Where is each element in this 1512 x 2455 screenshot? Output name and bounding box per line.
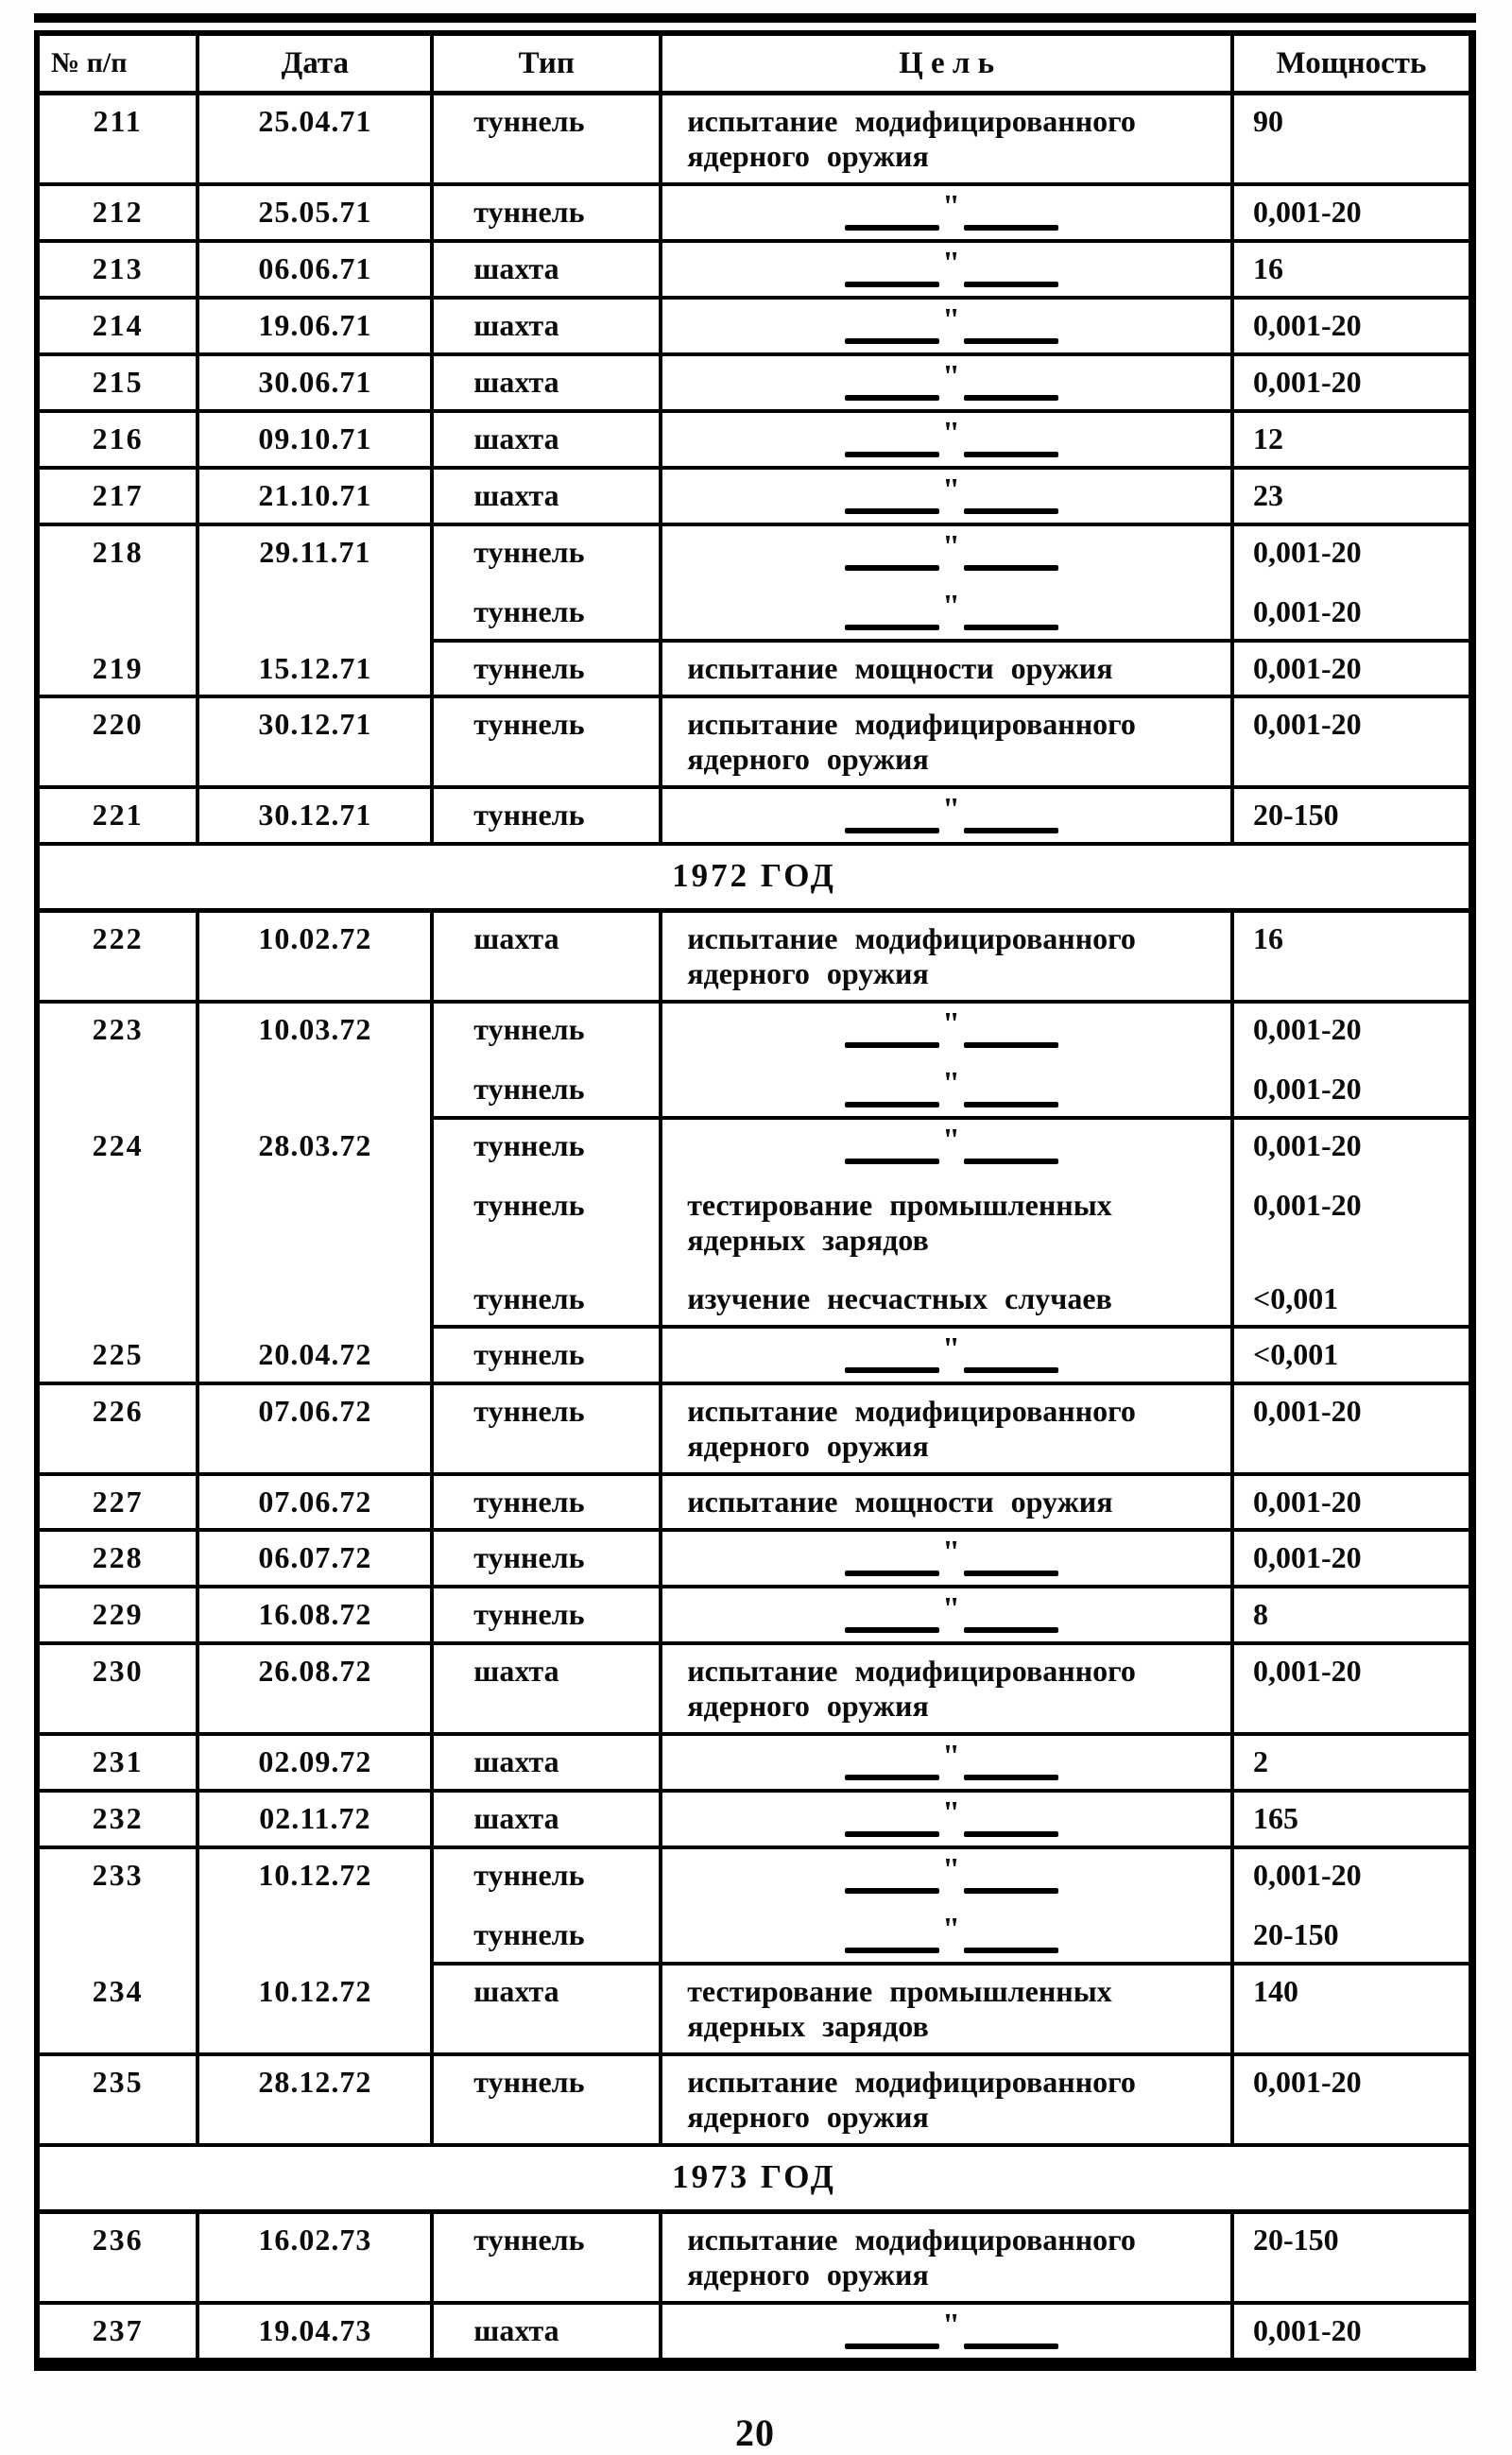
- table-row: [40, 413, 1469, 470]
- table-row: [40, 356, 1469, 413]
- ditto-mark: [687, 189, 1215, 231]
- col-header-yield: Мощность: [1234, 36, 1469, 95]
- page-number: 20: [735, 2412, 775, 2454]
- cell-yield: 12: [1234, 413, 1469, 470]
- cell-test-number: 229: [40, 1588, 199, 1645]
- ditto-underline: [687, 625, 1215, 630]
- cell-yield: 0,001-20: [1234, 2305, 1469, 2361]
- ditto-quote: ": [942, 1006, 961, 1041]
- cell-date: 20.04.72: [199, 1329, 434, 1385]
- table-row: [40, 526, 1469, 579]
- ditto-underline: [687, 225, 1215, 231]
- cell-purpose-ditto: [662, 579, 1234, 643]
- ditto-mark: [687, 2308, 1215, 2349]
- cell-test-number: 231: [40, 1736, 199, 1793]
- year-section-row: [40, 846, 1469, 913]
- cell-type: туннель: [434, 1329, 662, 1385]
- cell-yield: <0,001: [1234, 1329, 1469, 1385]
- table-row: [40, 2056, 1469, 2147]
- cell-yield: 20-150: [1234, 789, 1469, 846]
- cell-test-number: 234: [40, 1966, 199, 2056]
- ditto-underline: [687, 282, 1215, 287]
- ditto-underline: [687, 1948, 1215, 1953]
- table-row: [40, 1120, 1469, 1173]
- ditto-quote: ": [942, 189, 961, 224]
- table-row: [40, 698, 1469, 789]
- cell-purpose-ditto: [662, 526, 1234, 579]
- cell-test-number: 217: [40, 470, 199, 526]
- table-row: [40, 1532, 1469, 1588]
- cell-date: 10.03.72: [199, 1004, 434, 1120]
- ditto-underline: [687, 1102, 1215, 1107]
- cell-yield: 23: [1234, 470, 1469, 526]
- ditto-mark: [687, 246, 1215, 287]
- table-row: [40, 2214, 1469, 2305]
- ditto-underline: [687, 1042, 1215, 1048]
- cell-purpose-ditto: [662, 1329, 1234, 1385]
- ditto-quote: ": [942, 359, 961, 394]
- cell-yield: 16: [1234, 913, 1469, 1004]
- ditto-quote: ": [942, 246, 961, 281]
- year-section-row: [40, 2147, 1469, 2214]
- year-section-label: 1972 ГОД: [40, 846, 1469, 913]
- ditto-quote: ": [942, 792, 961, 827]
- table-row: [40, 186, 1469, 243]
- cell-yield: 20-150: [1234, 2214, 1469, 2305]
- ditto-mark: [687, 1795, 1215, 1837]
- cell-yield: <0,001: [1234, 1266, 1469, 1329]
- ditto-underline: [687, 565, 1215, 571]
- ditto-underline: [687, 1367, 1215, 1373]
- cell-purpose: испытание модифицированного ядерного оружия: [662, 913, 1234, 1004]
- cell-purpose-ditto: [662, 1056, 1234, 1120]
- cell-type: туннель: [434, 1266, 662, 1329]
- cell-yield: 90: [1234, 95, 1469, 186]
- cell-test-number: 216: [40, 413, 199, 470]
- cell-purpose: испытание модифицированного ядерного оружия: [662, 1645, 1234, 1736]
- cell-date: 10.02.72: [199, 913, 434, 1004]
- cell-test-number: 225: [40, 1329, 199, 1385]
- ditto-quote: ": [942, 1535, 961, 1570]
- cell-purpose-ditto: [662, 1793, 1234, 1849]
- table-row: [40, 1849, 1469, 1902]
- ditto-underline: [687, 1831, 1215, 1837]
- cell-date: 02.11.72: [199, 1793, 434, 1849]
- cell-type: туннель: [434, 579, 662, 643]
- cell-test-number: 235: [40, 2056, 199, 2147]
- cell-purpose: испытание модифицированного ядерного оружия: [662, 95, 1234, 186]
- top-rule: [34, 13, 1476, 23]
- cell-test-number: 213: [40, 243, 199, 300]
- cell-date: 29.11.71: [199, 526, 434, 643]
- ditto-quote: ": [942, 1331, 961, 1366]
- cell-yield: 0,001-20: [1234, 1385, 1469, 1476]
- cell-type: шахта: [434, 2305, 662, 2361]
- table-row: [40, 1736, 1469, 1793]
- table-row: [40, 2305, 1469, 2361]
- cell-purpose-ditto: [662, 789, 1234, 846]
- cell-type: туннель: [434, 186, 662, 243]
- cell-purpose-ditto: [662, 356, 1234, 413]
- cell-type: туннель: [434, 2214, 662, 2305]
- ditto-mark: [687, 1591, 1215, 1633]
- cell-yield: 0,001-20: [1234, 356, 1469, 413]
- cell-purpose: испытание модифицированного ядерного оружия: [662, 2214, 1234, 2305]
- table-row: [40, 789, 1469, 846]
- ditto-quote: ": [942, 416, 961, 451]
- cell-purpose: испытание модифицированного ядерного оружия: [662, 1385, 1234, 1476]
- ditto-underline: [687, 452, 1215, 457]
- cell-yield: 0,001-20: [1234, 643, 1469, 698]
- ditto-mark: [687, 472, 1215, 514]
- ditto-quote: ": [942, 1852, 961, 1887]
- ditto-underline: [687, 1627, 1215, 1633]
- cell-purpose: испытание модифицированного ядерного оружия: [662, 2056, 1234, 2147]
- cell-type: шахта: [434, 470, 662, 526]
- ditto-quote: ": [942, 1591, 961, 1626]
- cell-type: туннель: [434, 1056, 662, 1120]
- cell-date: 30.12.71: [199, 789, 434, 846]
- cell-test-number: 228: [40, 1532, 199, 1588]
- cell-type: шахта: [434, 1793, 662, 1849]
- table-row: [40, 1004, 1469, 1056]
- cell-date: 10.12.72: [199, 1849, 434, 1966]
- table-row: [40, 913, 1469, 1004]
- cell-test-number: 211: [40, 95, 199, 186]
- cell-purpose-ditto: [662, 1588, 1234, 1645]
- ditto-quote: ": [942, 1795, 961, 1830]
- cell-type: туннель: [434, 1588, 662, 1645]
- ditto-mark: [687, 1912, 1215, 1953]
- cell-purpose-ditto: [662, 1736, 1234, 1793]
- cell-type: туннель: [434, 2056, 662, 2147]
- cell-date: 10.12.72: [199, 1966, 434, 2056]
- cell-test-number: 215: [40, 356, 199, 413]
- ditto-underline: [687, 2343, 1215, 2349]
- ditto-quote: ": [942, 1739, 961, 1774]
- ditto-underline: [687, 395, 1215, 401]
- cell-date: 26.08.72: [199, 1645, 434, 1736]
- col-header-number: № п/п: [40, 36, 199, 95]
- ditto-underline: [687, 338, 1215, 344]
- ditto-quote: ": [942, 472, 961, 507]
- nuclear-tests-table: [34, 30, 1476, 2371]
- cell-yield: 0,001-20: [1253, 1858, 1362, 1892]
- cell-type: туннель: [434, 1120, 662, 1173]
- cell-purpose-ditto: [662, 1849, 1234, 1902]
- ditto-mark: [687, 359, 1215, 401]
- cell-type: туннель: [434, 1849, 662, 1902]
- ditto-mark: [687, 792, 1215, 833]
- cell-yield: 0,001-20: [1253, 1128, 1362, 1162]
- ditto-mark: [687, 1535, 1215, 1576]
- cell-type: шахта: [434, 413, 662, 470]
- cell-purpose-ditto: [662, 300, 1234, 356]
- ditto-mark: [687, 1852, 1215, 1894]
- cell-type: туннель: [434, 1385, 662, 1476]
- ditto-mark: [687, 529, 1215, 571]
- table-row: [40, 1329, 1469, 1385]
- cell-date: 19.06.71: [199, 300, 434, 356]
- cell-type: шахта: [434, 913, 662, 1004]
- cell-date: 15.12.71: [199, 643, 434, 698]
- cell-date: 06.07.72: [199, 1532, 434, 1588]
- cell-type: туннель: [434, 1173, 662, 1266]
- cell-type: туннель: [434, 789, 662, 846]
- cell-test-number: 227: [40, 1476, 199, 1532]
- ditto-mark: [687, 302, 1215, 344]
- cell-date: 21.10.71: [199, 470, 434, 526]
- table-row: [40, 1645, 1469, 1736]
- cell-yield: 0,001-20: [1234, 300, 1469, 356]
- cell-yield: 20-150: [1234, 1902, 1469, 1966]
- cell-purpose-ditto: [662, 1532, 1234, 1588]
- ditto-mark: [687, 589, 1215, 630]
- cell-purpose-ditto: [662, 413, 1234, 470]
- ditto-underline: [687, 508, 1215, 514]
- col-header-date: Дата: [199, 36, 434, 95]
- cell-test-number: 233: [40, 1849, 199, 1966]
- table-row: [40, 643, 1469, 698]
- cell-test-number: 218: [40, 526, 199, 643]
- cell-test-number: 224: [40, 1120, 199, 1329]
- cell-type: шахта: [434, 243, 662, 300]
- ditto-quote: ": [942, 529, 961, 564]
- cell-yield: 0,001-20: [1234, 2056, 1469, 2147]
- cell-yield: 0,001-20: [1234, 186, 1469, 243]
- cell-type: шахта: [434, 300, 662, 356]
- cell-purpose: тестирование промышленных ядерных зарядов: [662, 1173, 1234, 1266]
- cell-test-number: 237: [40, 2305, 199, 2361]
- cell-purpose: испытание модифицированного ядерного оружия: [662, 698, 1234, 789]
- cell-yield: 0,001-20: [1253, 535, 1362, 569]
- ditto-quote: ": [942, 2308, 961, 2343]
- cell-test-number: 232: [40, 1793, 199, 1849]
- table-row: [40, 1793, 1469, 1849]
- cell-yield: 165: [1234, 1793, 1469, 1849]
- cell-yield: 16: [1234, 243, 1469, 300]
- cell-date: 25.05.71: [199, 186, 434, 243]
- cell-date: 28.03.72: [199, 1120, 434, 1329]
- cell-purpose-ditto: [662, 2305, 1234, 2361]
- cell-yield: 0,001-20: [1234, 698, 1469, 789]
- table-row: [40, 243, 1469, 300]
- cell-type: шахта: [434, 1736, 662, 1793]
- header-row: [40, 36, 1469, 95]
- cell-type: шахта: [434, 1645, 662, 1736]
- cell-purpose: изучение несчастных случаев: [662, 1266, 1234, 1329]
- ditto-mark: [687, 1331, 1215, 1373]
- cell-date: 30.12.71: [199, 698, 434, 789]
- cell-test-number: 221: [40, 789, 199, 846]
- ditto-quote: ": [942, 1123, 961, 1158]
- cell-yield: 140: [1234, 1966, 1469, 2056]
- cell-test-number: 223: [40, 1004, 199, 1120]
- cell-yield: 0,001-20: [1234, 579, 1469, 643]
- table-row: [40, 1385, 1469, 1476]
- cell-test-number: 214: [40, 300, 199, 356]
- cell-type: туннель: [434, 1476, 662, 1532]
- cell-test-number: 230: [40, 1645, 199, 1736]
- cell-test-number: 212: [40, 186, 199, 243]
- ditto-quote: ": [942, 589, 961, 624]
- year-section-label: 1973 ГОД: [40, 2147, 1469, 2214]
- cell-yield: 0,001-20: [1234, 1532, 1469, 1588]
- cell-type: туннель: [434, 1004, 662, 1056]
- cell-purpose: испытание мощности оружия: [662, 1476, 1234, 1532]
- cell-date: 06.06.71: [199, 243, 434, 300]
- ditto-quote: ": [942, 302, 961, 337]
- cell-yield: 0,001-20: [1253, 1188, 1362, 1222]
- col-header-purpose: Ц е л ь: [662, 36, 1234, 95]
- cell-type: шахта: [434, 1966, 662, 2056]
- cell-date: 09.10.71: [199, 413, 434, 470]
- cell-test-number: 220: [40, 698, 199, 789]
- cell-type: туннель: [434, 95, 662, 186]
- ditto-underline: [687, 1775, 1215, 1780]
- cell-date: 07.06.72: [199, 1385, 434, 1476]
- ditto-quote: ": [942, 1066, 961, 1101]
- ditto-underline: [687, 828, 1215, 833]
- cell-type: туннель: [434, 1902, 662, 1966]
- cell-test-number: 226: [40, 1385, 199, 1476]
- cell-yield: 0,001-20: [1234, 1476, 1469, 1532]
- col-header-type: Тип: [434, 36, 662, 95]
- cell-date: 02.09.72: [199, 1736, 434, 1793]
- cell-test-number: 222: [40, 913, 199, 1004]
- cell-yield: 0,001-20: [1234, 1056, 1469, 1120]
- cell-date: 28.12.72: [199, 2056, 434, 2147]
- cell-yield: 0,001-20: [1253, 1012, 1362, 1046]
- cell-date: 30.06.71: [199, 356, 434, 413]
- table-row: [40, 1588, 1469, 1645]
- table-row: [40, 95, 1469, 186]
- cell-purpose: тестирование промышленных ядерных зарядов: [662, 1966, 1234, 2056]
- ditto-underline: [687, 1571, 1215, 1576]
- ditto-mark: [687, 1006, 1215, 1048]
- cell-type: туннель: [434, 698, 662, 789]
- cell-date: 25.04.71: [199, 95, 434, 186]
- table-row: [40, 1476, 1469, 1532]
- ditto-mark: [687, 1066, 1215, 1107]
- ditto-mark: [687, 1739, 1215, 1780]
- cell-date: 19.04.73: [199, 2305, 434, 2361]
- cell-type: туннель: [434, 643, 662, 698]
- table-row: [40, 470, 1469, 526]
- cell-type: шахта: [434, 356, 662, 413]
- cell-test-number: 236: [40, 2214, 199, 2305]
- ditto-mark: [687, 1123, 1215, 1164]
- ditto-mark: [687, 416, 1215, 457]
- table-header: [40, 36, 1469, 95]
- cell-purpose-ditto: [662, 1004, 1234, 1056]
- ditto-quote: ": [942, 1912, 961, 1947]
- cell-yield: 2: [1234, 1736, 1469, 1793]
- cell-purpose-ditto: [662, 1120, 1234, 1173]
- table-row: [40, 1966, 1469, 2056]
- ditto-underline: [687, 1888, 1215, 1894]
- cell-date: 16.02.73: [199, 2214, 434, 2305]
- cell-yield: 8: [1234, 1588, 1469, 1645]
- cell-type: туннель: [434, 526, 662, 579]
- cell-purpose-ditto: [662, 243, 1234, 300]
- ditto-underline: [687, 1159, 1215, 1164]
- cell-purpose: испытание мощности оружия: [662, 643, 1234, 698]
- cell-purpose-ditto: [662, 470, 1234, 526]
- cell-purpose-ditto: [662, 1902, 1234, 1966]
- cell-date: 16.08.72: [199, 1588, 434, 1645]
- table-row: [40, 300, 1469, 356]
- cell-date: 07.06.72: [199, 1476, 434, 1532]
- cell-type: туннель: [434, 1532, 662, 1588]
- cell-purpose-ditto: [662, 186, 1234, 243]
- cell-test-number: 219: [40, 643, 199, 698]
- cell-yield: 0,001-20: [1234, 1645, 1469, 1736]
- table-body: [40, 95, 1469, 2361]
